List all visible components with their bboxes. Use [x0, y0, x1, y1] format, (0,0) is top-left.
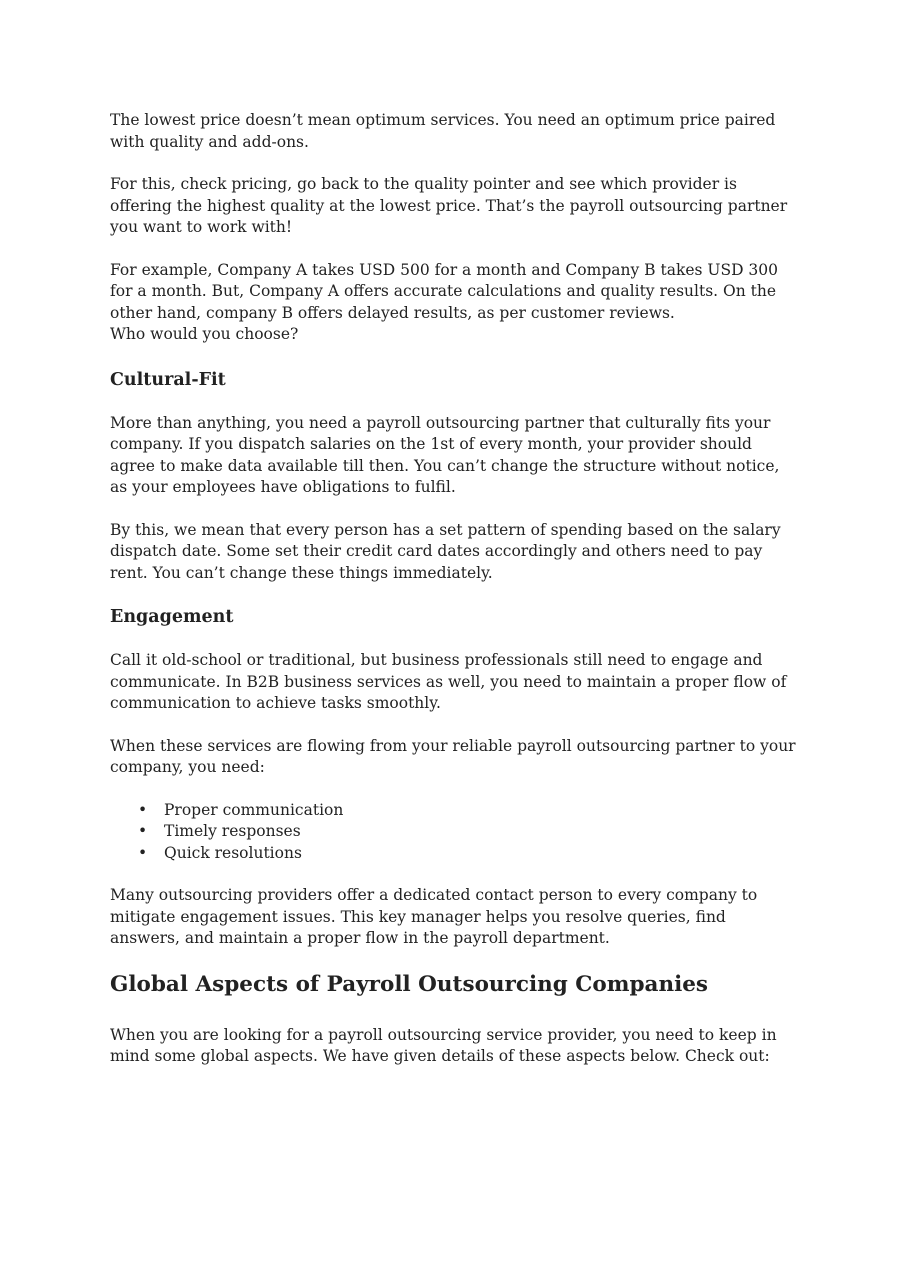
bullet-icon: • — [138, 843, 148, 862]
engagement-paragraph-1: Call it old-school or traditional, but business professionals still need to engage and communicate. In B2B business services as well, you need to maintain a proper flow of communication to achieve tasks smoothly. — [110, 651, 787, 712]
engagement-bullet-list — [110, 800, 800, 865]
list-item-text: Timely responses — [164, 822, 301, 840]
heading-engagement: Engagement — [110, 607, 234, 627]
document-page — [110, 110, 800, 1089]
intro-question: Who would you choose? — [110, 325, 299, 343]
list-item — [110, 821, 800, 843]
cultural-fit-paragraph-1: More than anything, you need a payroll outsourcing partner that culturally fits your company. If you dispatch salaries on the 1st of every month, your provider should agree to make data available till then. You can’t change the structure without notice, as your employees have obligations to fulfil. — [110, 413, 780, 496]
intro-paragraph-example: For example, Company A takes USD 500 for a month and Company B takes USD 300 for a month. But, Company A offers accurate calculations and quality results. On the other hand, company B offers delayed results, as per customer reviews. — [110, 260, 779, 322]
list-item-text: Proper communication — [164, 800, 344, 819]
engagement-closing-paragraph: Many outsourcing providers offer a dedicated contact person to every company to mitigate engagement issues. This key manager helps you resolve queries, find answers, and maintain a proper flow in the payroll department. — [110, 886, 758, 947]
bullet-icon: • — [138, 800, 148, 819]
intro-paragraph-quality: For this, check pricing, go back to the quality pointer and see which provider is offering the highest quality at the lowest price. That’s the payroll outsourcing partner you want to work with! — [110, 175, 788, 236]
list-item — [110, 843, 800, 865]
intro-paragraph-price: The lowest price doesn’t mean optimum services. You need an optimum price paired with quality and add-ons. — [110, 111, 776, 151]
heading-global-aspects: Global Aspects of Payroll Outsourcing Companies — [110, 971, 709, 997]
list-item-text: Quick resolutions — [164, 843, 302, 862]
bullet-icon: • — [138, 822, 148, 840]
cultural-fit-paragraph-2: By this, we mean that every person has a set pattern of spending based on the salary dispatch date. Some set their credit card dates accordingly and others need to pay rent. You can’t change these things immediately. — [110, 520, 781, 582]
heading-cultural-fit: Cultural-Fit — [110, 369, 226, 390]
global-aspects-paragraph: When you are looking for a payroll outsourcing service provider, you need to keep in mind some global aspects. We have given details of these aspects below. Check out: — [110, 1025, 777, 1065]
engagement-paragraph-2: When these services are flowing from your reliable payroll outsourcing partner to your company, you need: — [110, 736, 796, 776]
list-item — [110, 800, 800, 822]
